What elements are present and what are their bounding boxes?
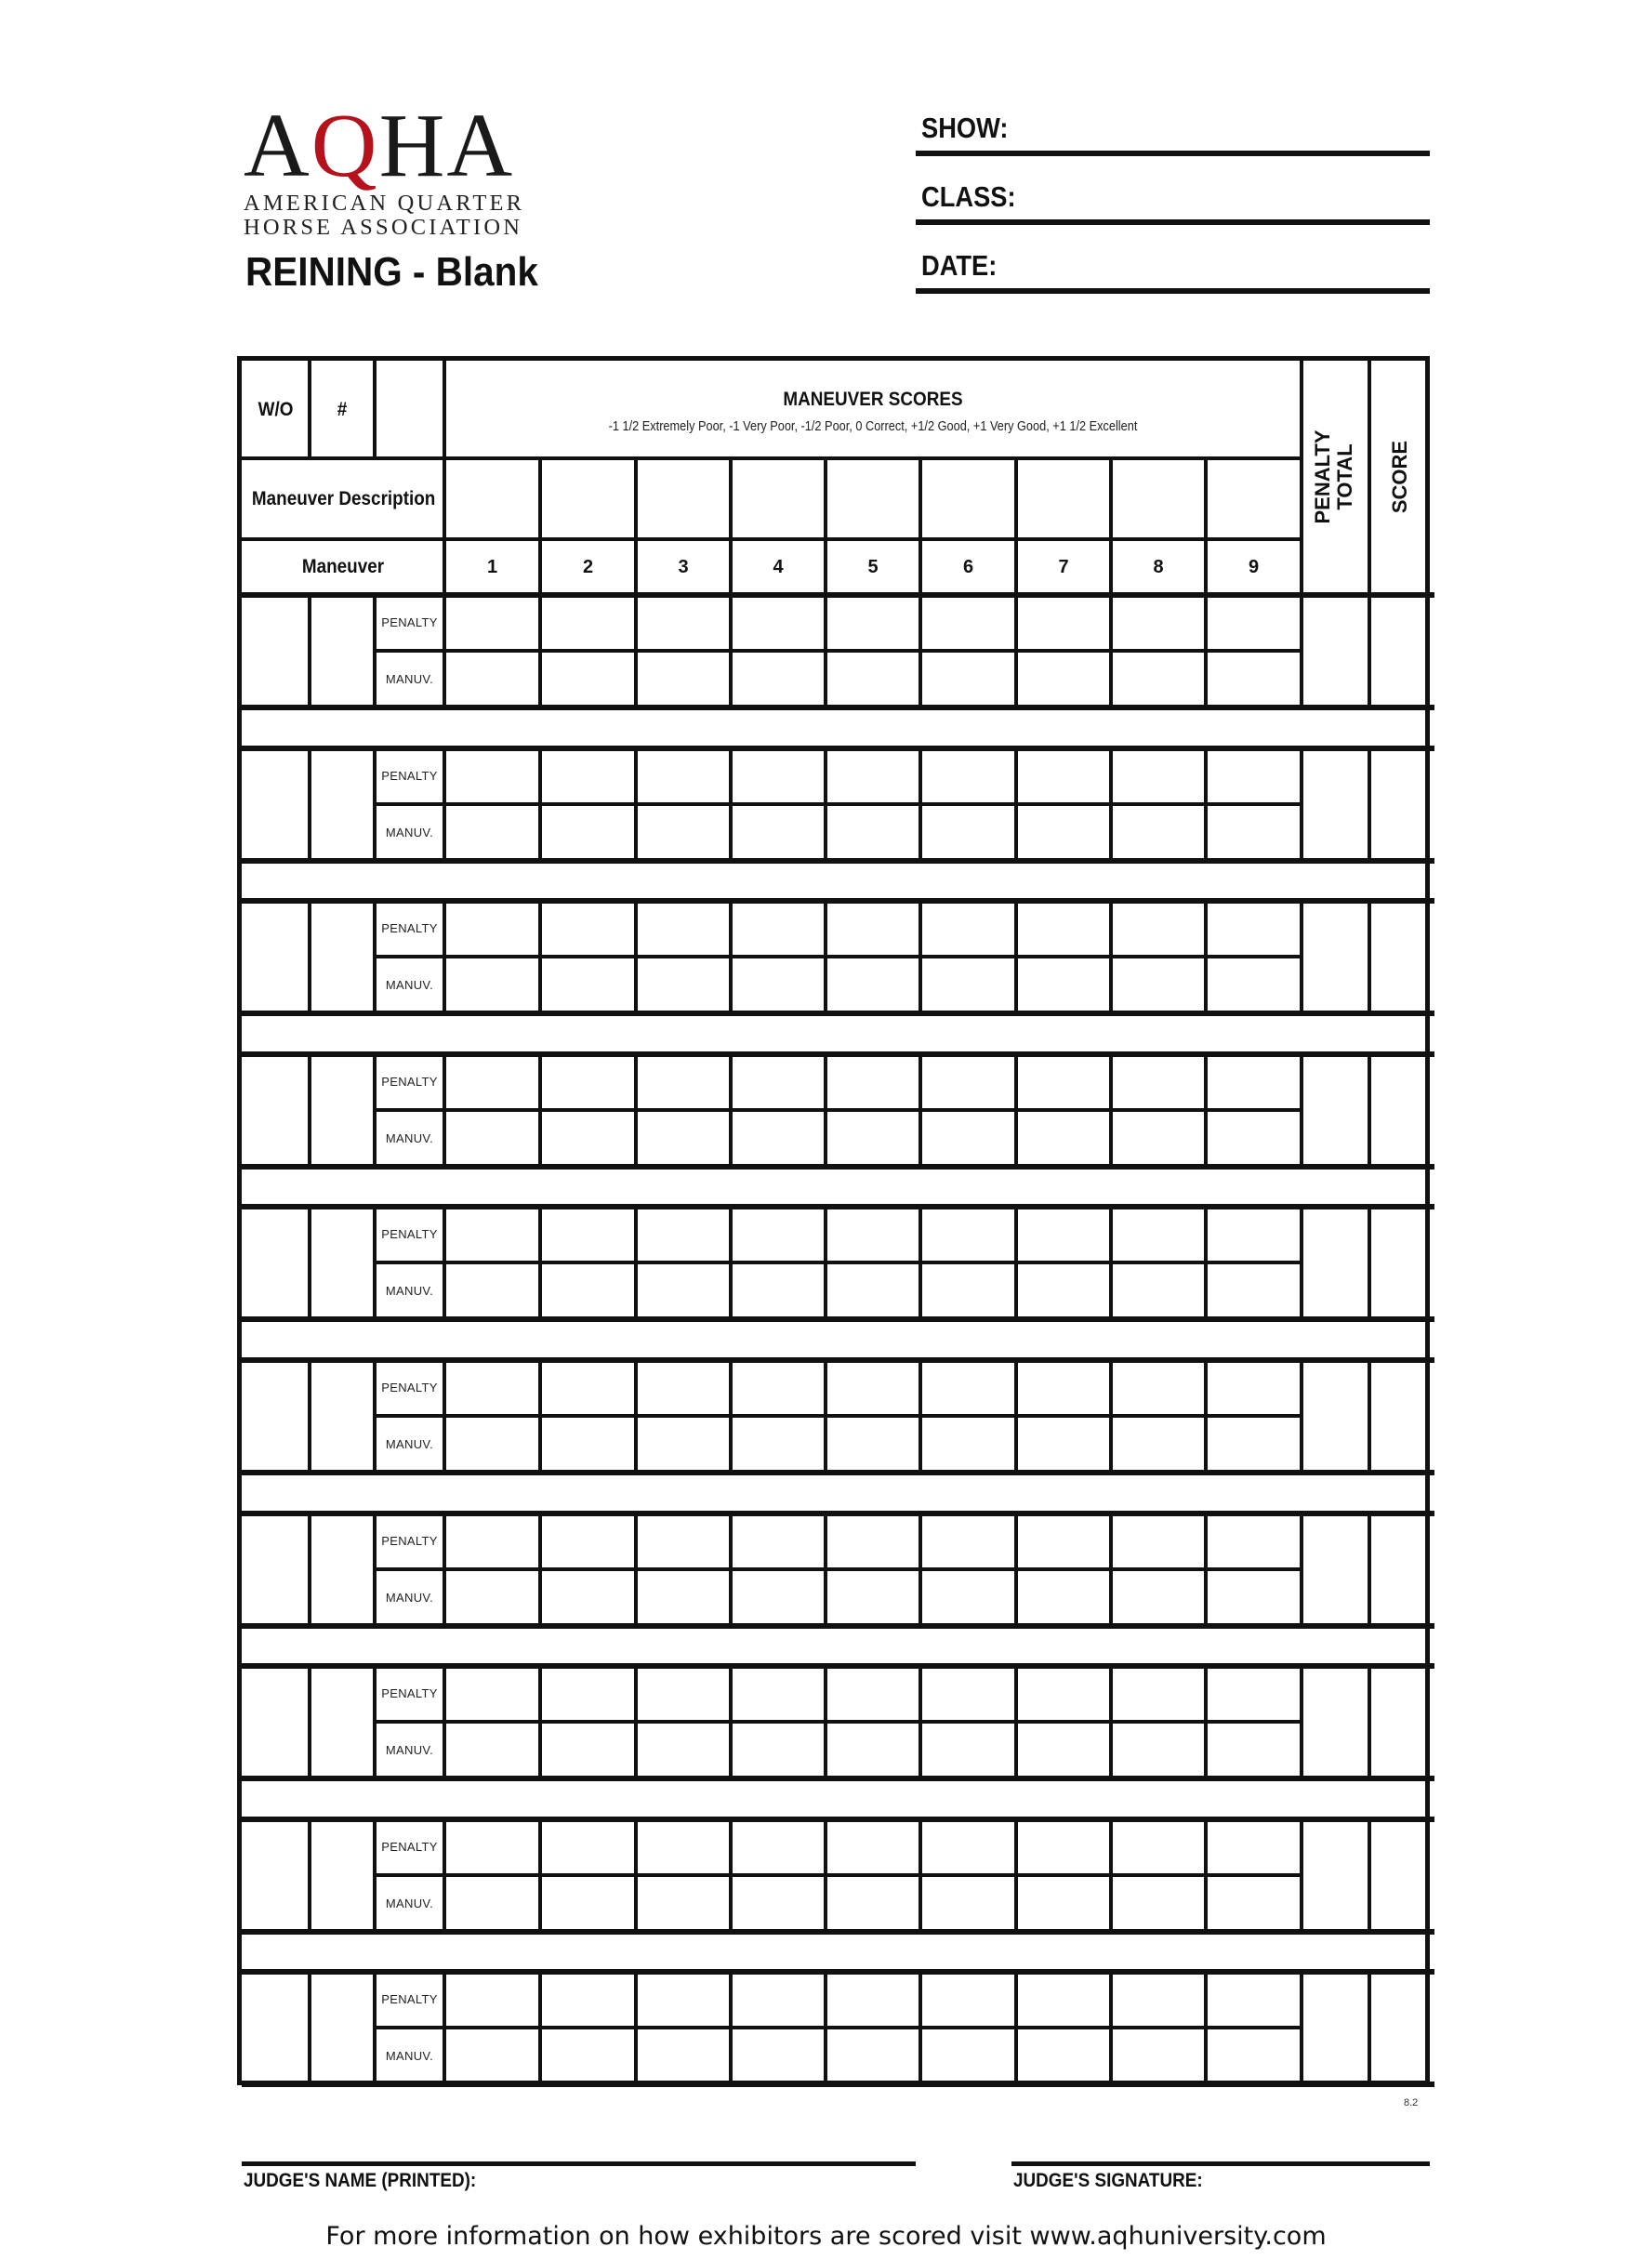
footer-info-text: For more information on how exhibitors are scored visit www.aqhuniversity.com: [325, 2222, 1327, 2251]
row-penalty-label: PENALTY: [381, 1992, 438, 2006]
grid-line-v: [1368, 361, 1371, 595]
row-manuv-label: MANUV.: [385, 1131, 434, 1145]
grid-line-h: [375, 649, 1302, 653]
row-manuv-label: MANUV.: [385, 1437, 434, 1451]
maneuver-number-9: 9: [1248, 557, 1260, 577]
maneuver-number-5: 5: [867, 557, 879, 577]
score-sheet-table: [237, 356, 1430, 2085]
grid-line-h: [375, 1108, 1302, 1112]
row-manuv-label: MANUV.: [385, 672, 434, 686]
maneuver-number-3: 3: [678, 557, 689, 577]
grid-line-h: [375, 802, 1302, 806]
logo-line-1: AMERICAN QUARTER: [244, 191, 525, 216]
logo-letter-q: Q: [311, 96, 379, 196]
grid-line-v: [308, 1972, 311, 2084]
grid-line-v: [1368, 1819, 1371, 1932]
aqha-logo: [244, 96, 525, 240]
col-wo-header: W/O: [258, 399, 294, 420]
grid-line-v: [1368, 1054, 1371, 1167]
maneuver-number-1: 1: [486, 557, 498, 577]
grid-line-h: [375, 1873, 1302, 1877]
row-manuv-label: MANUV.: [385, 1743, 434, 1757]
maneuver-number-8: 8: [1153, 557, 1164, 577]
score-header: SCORE: [1388, 440, 1411, 514]
row-manuv-label: MANUV.: [385, 1897, 434, 1910]
row-penalty-label: PENALTY: [381, 615, 438, 629]
grid-line-h: [375, 1720, 1302, 1724]
col-number-header: #: [337, 399, 348, 420]
row-penalty-label: PENALTY: [381, 1227, 438, 1241]
maneuver-number-6: 6: [962, 557, 974, 577]
grid-line-v: [1368, 748, 1371, 861]
grid-line-v: [308, 1666, 311, 1778]
row-penalty-label: PENALTY: [381, 1686, 438, 1700]
class-field[interactable]: [916, 182, 1430, 225]
show-field[interactable]: [916, 113, 1430, 156]
grid-line-v: [308, 901, 311, 1013]
grid-line-v: [1368, 1666, 1371, 1778]
row-manuv-label: MANUV.: [385, 826, 434, 839]
maneuver-label: Maneuver: [301, 556, 385, 577]
maneuver-scores-title: MANEUVER SCORES: [783, 389, 963, 410]
grid-line-v: [308, 1819, 311, 1932]
row-penalty-label: PENALTY: [381, 921, 438, 935]
score-scale-legend: -1 1/2 Extremely Poor, -1 Very Poor, -1/2 Poor, 0 Correct, +1/2 Good, +1 Very Good, +1 1/2 Excellent: [608, 418, 1138, 434]
row-manuv-label: MANUV.: [385, 1591, 434, 1605]
grid-line-v: [1368, 1972, 1371, 2084]
grid-line-v: [308, 595, 311, 707]
row-penalty-label: PENALTY: [381, 769, 438, 783]
penalty-total-line-1: PENALTY: [1311, 430, 1334, 524]
row-manuv-label: MANUV.: [385, 2049, 434, 2063]
maneuver-number-4: 4: [773, 557, 784, 577]
grid-line-v: [308, 748, 311, 861]
grid-line-v: [308, 1513, 311, 1626]
grid-line-v: [373, 361, 377, 458]
row-penalty-label: PENALTY: [381, 1381, 438, 1394]
maneuver-number-2: 2: [582, 557, 594, 577]
judge-name-label: JUDGE'S NAME (PRINTED):: [244, 2170, 477, 2191]
judge-signature-label: JUDGE'S SIGNATURE:: [1013, 2170, 1203, 2191]
logo-letters-ha: HA: [378, 96, 515, 196]
row-penalty-label: PENALTY: [381, 1840, 438, 1854]
page-code: 8.2: [1404, 2097, 1419, 2108]
date-field[interactable]: [916, 251, 1430, 294]
class-label: CLASS:: [921, 180, 1016, 213]
judge-name-line[interactable]: [242, 2161, 916, 2166]
show-label: SHOW:: [921, 112, 1009, 144]
grid-line-h: [375, 2026, 1302, 2029]
grid-line-v: [308, 361, 311, 458]
row-penalty-label: PENALTY: [381, 1534, 438, 1548]
logo-mark: [244, 96, 515, 196]
maneuver-number-7: 7: [1058, 557, 1069, 577]
grid-line-h: [375, 955, 1302, 958]
grid-line-v: [308, 1360, 311, 1473]
grid-line-v: [308, 1054, 311, 1167]
penalty-total-header: [1312, 403, 1358, 551]
grid-line-v: [1368, 595, 1371, 707]
form-title: REINING - Blank: [245, 249, 538, 295]
grid-line-v: [308, 1207, 311, 1319]
logo-letters-a: A: [244, 96, 311, 196]
grid-line-v: [1368, 901, 1371, 1013]
judge-signature-line[interactable]: [1011, 2161, 1430, 2166]
maneuver-description-label: Maneuver Description: [251, 488, 436, 509]
penalty-total-line-2: TOTAL: [1333, 443, 1356, 510]
grid-line-v: [1368, 1513, 1371, 1626]
row-penalty-label: PENALTY: [381, 1075, 438, 1089]
row-manuv-label: MANUV.: [385, 978, 434, 992]
date-label: DATE:: [921, 249, 998, 282]
grid-line-h: [375, 1567, 1302, 1571]
grid-line-v: [1368, 1360, 1371, 1473]
grid-line-v: [1368, 1207, 1371, 1319]
grid-line-h: [375, 1261, 1302, 1264]
row-manuv-label: MANUV.: [385, 1284, 434, 1298]
logo-line-2: HORSE ASSOCIATION: [244, 215, 523, 240]
grid-line-h: [375, 1414, 1302, 1418]
